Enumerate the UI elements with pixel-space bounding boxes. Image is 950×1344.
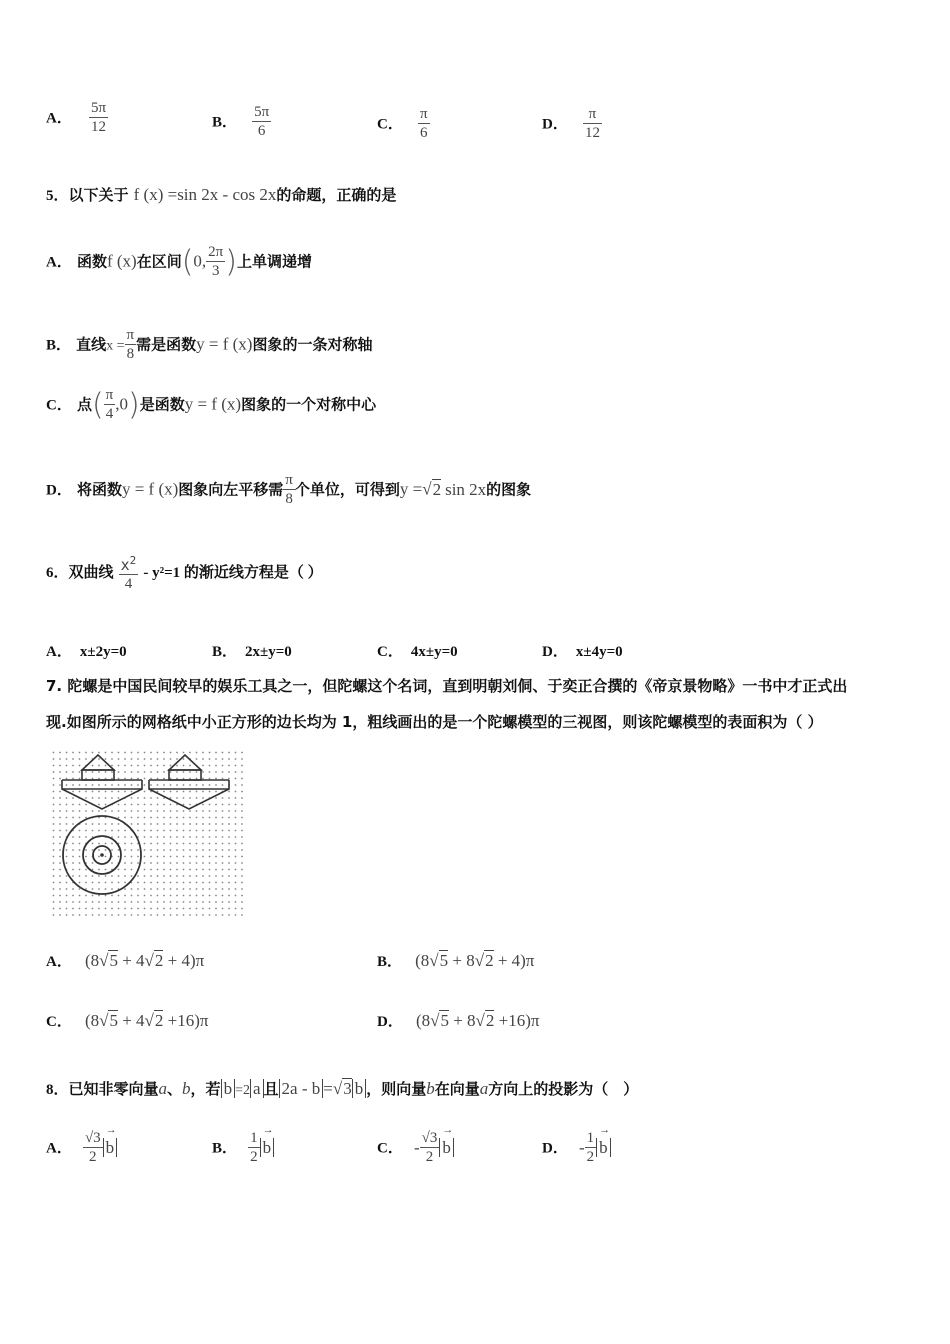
option-label: C． xyxy=(377,1140,403,1157)
option-label: A． xyxy=(46,954,72,970)
option-label: D． xyxy=(542,1140,568,1157)
q8-option-b: B． $\frac{1}{2}$ → b xyxy=(212,1130,274,1166)
q7-option-b: B． (8√5 + 8√2 + 4)π xyxy=(377,951,535,970)
option-label: C． xyxy=(377,644,403,660)
question-number: 8． xyxy=(46,1082,69,1098)
option-label: B． xyxy=(212,1140,238,1157)
option-label: D． xyxy=(542,116,568,133)
q6-option-c: C． 4x±y=0 xyxy=(377,644,458,660)
q8-stem: 8．已知非零向量a、b，若 b =2 a 且 2a - b =√3 b ，则向量b在向量a方向上的投影为（ ） xyxy=(46,1079,639,1098)
q5-option-d: D． 将函数y = f (x)图象向左平移需 $\frac{\pi}{8}$ 个单位，可得到y =√2 sin 2x的图象 xyxy=(46,472,532,507)
q7-option-c: C． (8√5 + 4√2 +16)π xyxy=(46,1011,209,1030)
question-number: 6． xyxy=(46,565,69,581)
function-definition: f (x) =sin 2x - cos 2x xyxy=(133,185,277,204)
q8-option-c: C． - $\frac{√3}{2}$ → b xyxy=(377,1130,454,1166)
question-number: 5． xyxy=(46,188,69,204)
q7-option-a: A． (8√5 + 4√2 + 4)π xyxy=(46,951,205,970)
center-dot xyxy=(100,853,104,857)
fraction: $\frac{\pi}{8}$ xyxy=(285,472,293,507)
fraction: $\frac{\pi}{4}$ xyxy=(105,387,114,422)
option-label: C． xyxy=(46,397,72,414)
option-label: A． xyxy=(46,644,72,660)
fraction: $\frac{x^2}{4}$ xyxy=(120,554,137,592)
option-label: C． xyxy=(46,1014,72,1030)
option-label: B． xyxy=(377,954,403,970)
q8-option-d: D． - $\frac{1}{2}$ → b xyxy=(542,1130,611,1166)
q4-option-d xyxy=(542,106,602,142)
option-label: A． xyxy=(46,110,72,127)
fraction: $\frac{\pi}{6}$ xyxy=(419,106,428,141)
q4-option-b xyxy=(212,104,271,140)
grid-dots xyxy=(48,747,243,917)
option-label: B． xyxy=(212,114,238,131)
fraction: $\frac{√3}{2}$ xyxy=(84,1130,101,1165)
option-label: D． xyxy=(46,482,72,499)
fraction: $\frac{5\pi}{6}$ xyxy=(254,104,270,139)
q4-option-a xyxy=(46,100,108,136)
fraction: $\frac{1}{2}$ xyxy=(250,1130,258,1165)
fraction: $\frac{1}{2}$ xyxy=(586,1130,595,1165)
q5-option-a: A． 函数f (x)在区间(0, $\frac{2\pi}{3}$ )上单调递增 xyxy=(46,244,312,280)
q5-stem: 5．以下关于 f (x) =sin 2x - cos 2x的命题，正确的是 xyxy=(46,185,397,204)
q7-stem-line2: 现.如图所示的网格纸中小正方形的边长均为 1，粗线画出的是一个陀螺模型的三视图，则该陀螺模型的表面积为（ ） xyxy=(46,713,823,731)
option-label: B． xyxy=(46,337,72,354)
option-label: A． xyxy=(46,254,72,271)
fraction: $\frac{\pi}{8}$ xyxy=(126,327,135,362)
q6-stem: 6．双曲线 $\frac{x^2}{4}$ - y²=1 的渐近线方程是（ ） xyxy=(46,554,323,592)
fraction: $\frac{\pi}{12}$ xyxy=(584,106,600,141)
fraction: $\frac{5\pi}{12}$ xyxy=(90,100,107,135)
option-label: D． xyxy=(377,1014,403,1030)
q7-stem-line1: 7. 陀螺是中国民间较早的娱乐工具之一，但陀螺这个名词，直到明朝刘侗、于奕正合撰的《帝京景物略》一书中才正式出 xyxy=(46,677,848,695)
q4-option-c xyxy=(377,106,430,142)
q6-option-d: D． x±4y=0 xyxy=(542,644,623,660)
option-label: C． xyxy=(377,116,403,133)
option-label: A． xyxy=(46,1140,72,1157)
option-label: B． xyxy=(212,644,238,660)
option-label: D． xyxy=(542,644,568,660)
q5-option-c: C． 点( $\frac{\pi}{4}$ ,0)是函数y = f (x)图象的一个对称中心 xyxy=(46,387,377,423)
q6-option-a: A． x±2y=0 xyxy=(46,644,127,660)
q8-option-a: A． $\frac{√3}{2}$ → b xyxy=(46,1130,117,1166)
q7-option-d: D． (8√5 + 8√2 +16)π xyxy=(377,1011,540,1030)
three-view-figure xyxy=(46,745,246,923)
q6-option-b: B． 2x±y=0 xyxy=(212,644,292,660)
fraction: $\frac{2\pi}{3}$ xyxy=(208,244,224,279)
fraction: $\frac{√3}{2}$ xyxy=(421,1130,438,1165)
q5-option-b: B． 直线x = $\frac{\pi}{8}$ 需是函数y = f (x)图象的一条对称轴 xyxy=(46,327,373,362)
